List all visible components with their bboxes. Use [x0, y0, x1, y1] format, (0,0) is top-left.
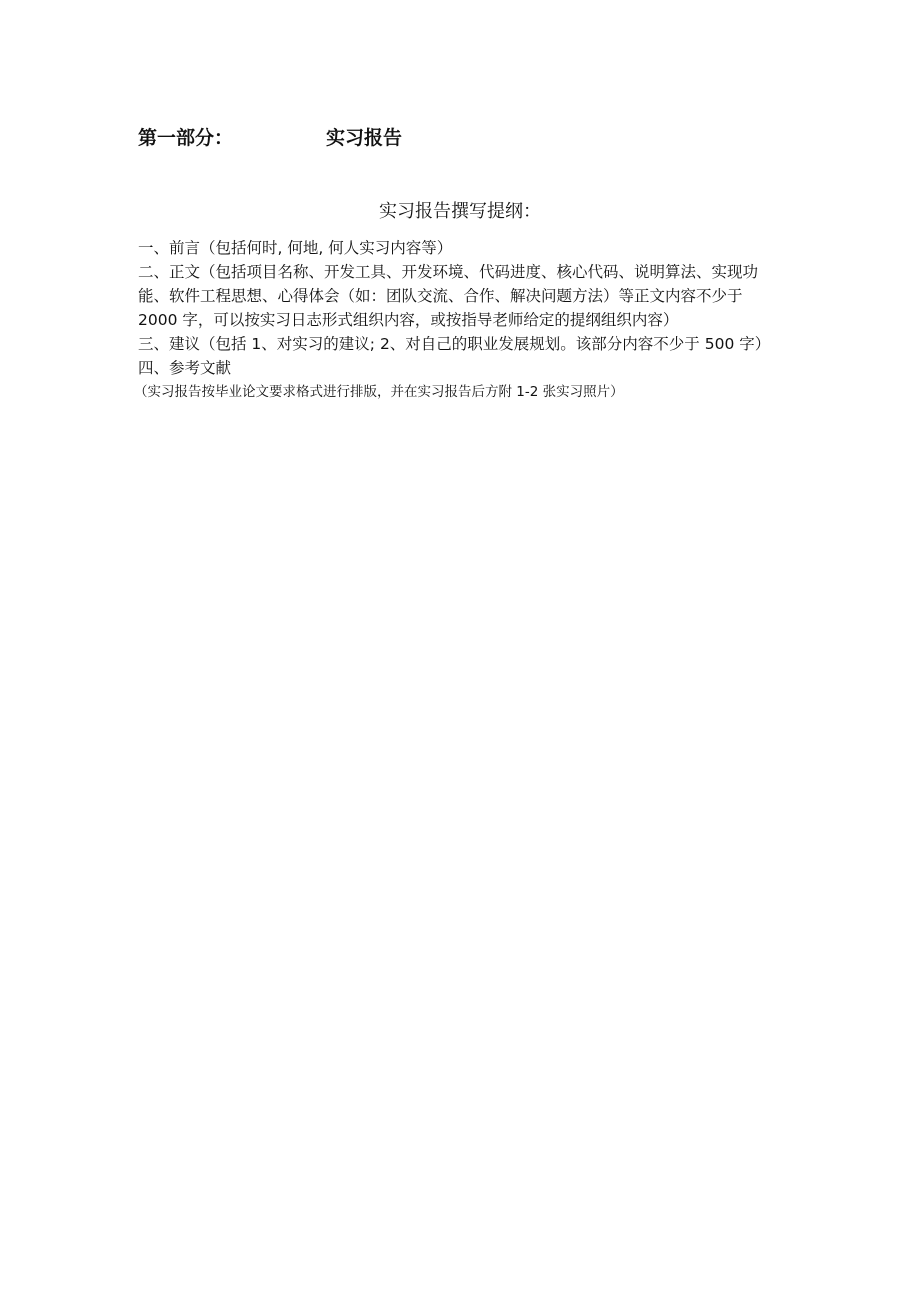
outline-title: 实习报告撰写提纲：: [379, 201, 541, 222]
outline-item-references: 四、参考文献: [138, 359, 232, 377]
outline-body: [134, 236, 786, 404]
heading-part-label: 第一部分：: [138, 127, 234, 149]
outline-item-preface: 一、前言（包括何时, 何地, 何人实习内容等）: [138, 239, 453, 257]
heading-title: 实习报告: [326, 127, 403, 149]
outline-note: （实习报告按毕业论文要求格式进行排版，并在实习报告后方附 1-2 张实习照片）: [134, 384, 624, 400]
outline-item-main-text: 二、正文（包括项目名称、开发工具、开发环境、代码进度、核心代码、说明算法、实现功能、软件工程思想、心得体会（如：团队交流、合作、解决问题方法）等正文内容不少于 2000 字，可以按实习日志形式组织内容，或按指导老师给定的提纲组织内容）: [138, 263, 759, 329]
outline-item-suggestions: 三、建议（包括 1、对实习的建议; 2、对自己的职业发展规划。该部分内容不少于 500 字）: [138, 335, 771, 353]
section-heading: [138, 124, 738, 152]
